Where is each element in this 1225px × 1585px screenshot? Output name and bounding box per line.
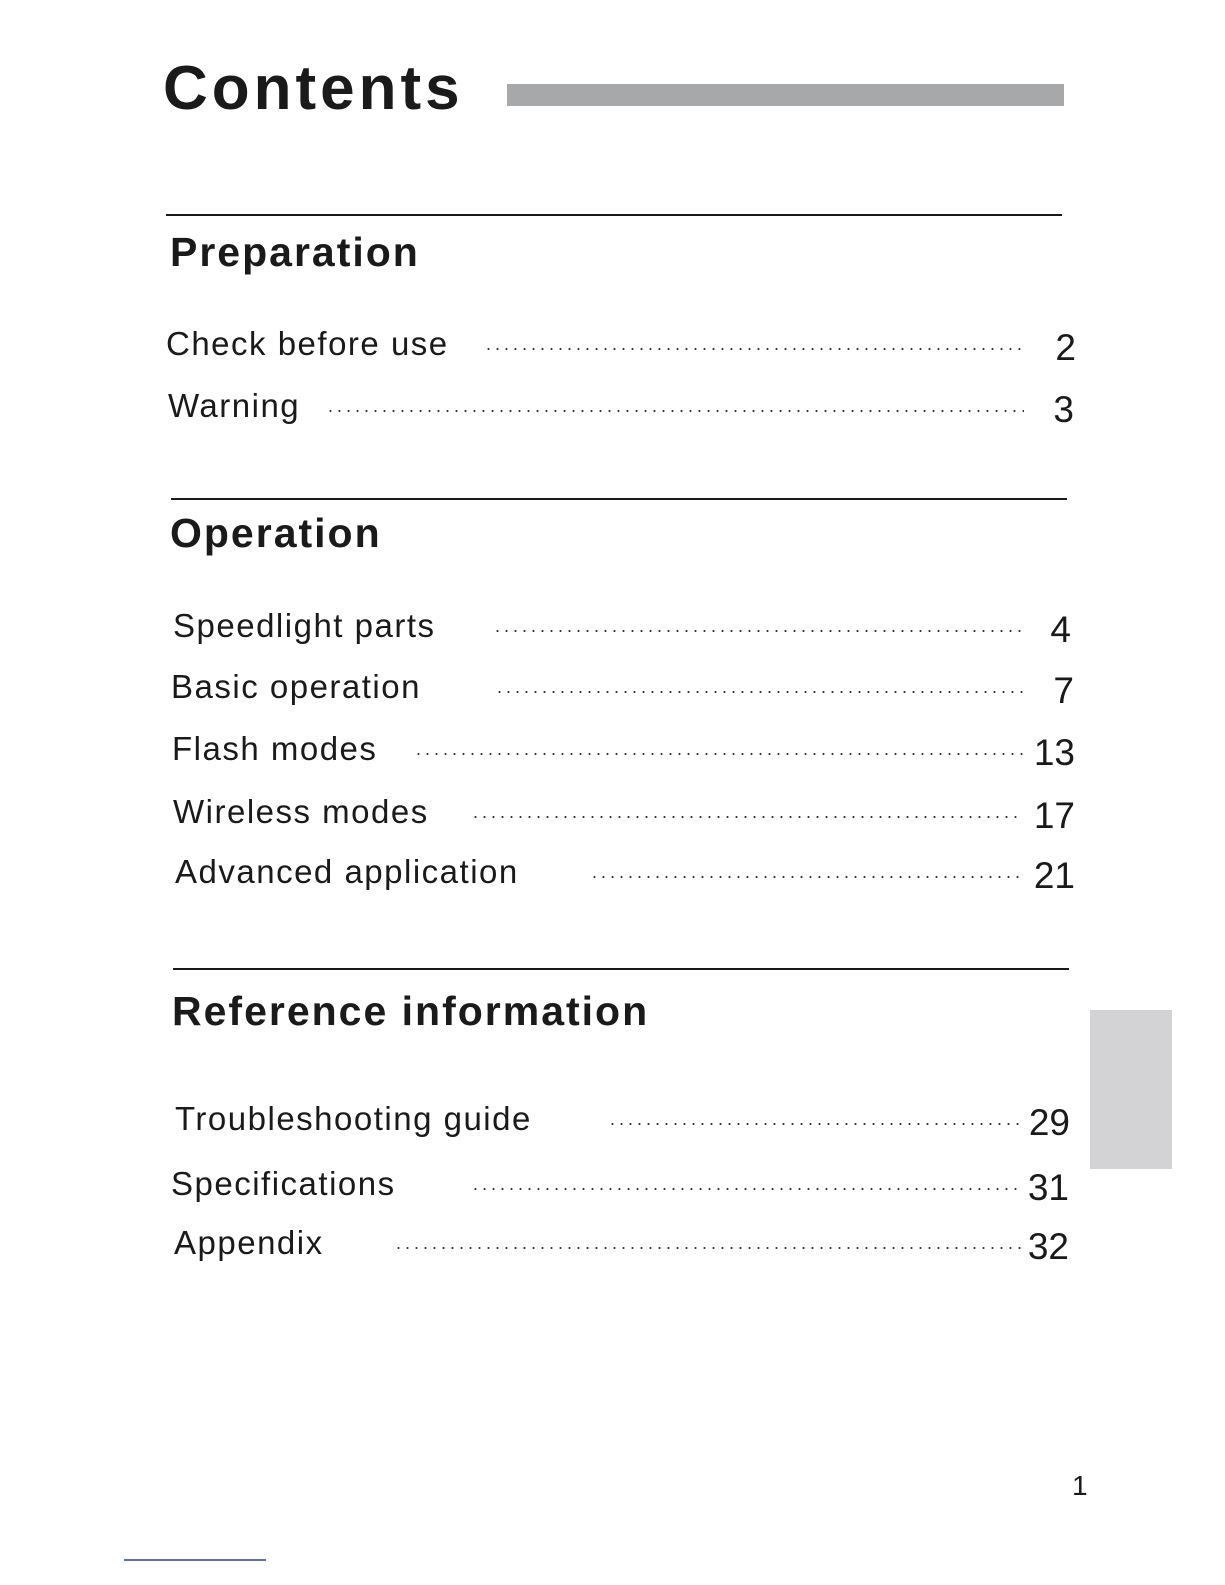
toc-entry-check-before-use[interactable]: [166, 322, 1076, 366]
toc-entry-page: 17: [1033, 795, 1075, 836]
toc-entry-troubleshooting-guide[interactable]: [175, 1097, 1070, 1141]
section-title-operation: Operation: [170, 510, 382, 556]
toc-entry-label: Wireless modes: [173, 793, 429, 830]
toc-entry-label: Warning: [168, 387, 301, 424]
toc-entry-label: Check before use: [166, 325, 449, 362]
toc-entry-page: 3: [1053, 389, 1074, 430]
toc-entry-page: 21: [1033, 855, 1075, 896]
toc-entry-label: Appendix: [174, 1224, 324, 1261]
toc-entry-page: 29: [1028, 1102, 1070, 1143]
toc-entry-specifications[interactable]: [171, 1162, 1069, 1206]
toc-entry-page: 7: [1053, 670, 1074, 711]
section-title-reference-information: Reference information: [172, 988, 650, 1034]
toc-entry-label: Speedlight parts: [173, 607, 436, 644]
section-title-preparation: Preparation: [170, 229, 420, 275]
toc-entry-basic-operation[interactable]: [171, 665, 1074, 709]
toc-entry-label: Advanced application: [175, 853, 519, 890]
toc-dot-leader: [484, 348, 1024, 350]
page-title: Contents: [163, 54, 464, 123]
toc-entry-label: Flash modes: [172, 730, 378, 767]
toc-entry-page: 32: [1027, 1226, 1069, 1267]
toc-entry-page: 2: [1055, 327, 1076, 368]
section-divider-preparation: [166, 214, 1062, 216]
page-number: 1: [1072, 1470, 1088, 1501]
toc-dot-leader: [394, 1247, 1022, 1249]
toc-entry-label: Specifications: [171, 1165, 396, 1202]
toc-entry-flash-modes[interactable]: [172, 727, 1075, 771]
title-decoration-bar: [507, 84, 1064, 106]
section-divider-operation: [171, 498, 1067, 500]
toc-entry-wireless-modes[interactable]: [173, 790, 1075, 834]
toc-dot-leader: [414, 753, 1024, 755]
toc-dot-leader: [608, 1123, 1020, 1125]
toc-dot-leader: [493, 630, 1021, 632]
side-thumb-tab: [1090, 1010, 1172, 1169]
section-divider-reference-information: [173, 968, 1069, 970]
toc-dot-leader: [471, 816, 1023, 818]
toc-entry-speedlight-parts[interactable]: [173, 604, 1071, 648]
toc-dot-leader: [471, 1188, 1021, 1190]
toc-entry-page: 31: [1027, 1167, 1069, 1208]
toc-dot-leader: [495, 691, 1023, 693]
toc-entry-label: Troubleshooting guide: [175, 1100, 532, 1137]
toc-entry-appendix[interactable]: [174, 1221, 1069, 1265]
toc-dot-leader: [326, 410, 1024, 412]
toc-entry-warning[interactable]: [168, 384, 1076, 428]
bottom-edge-line: [124, 1559, 266, 1561]
toc-entry-page: 4: [1050, 609, 1071, 650]
toc-entry-label: Basic operation: [171, 668, 421, 705]
toc-entry-advanced-application[interactable]: [175, 850, 1075, 894]
toc-entry-page: 13: [1033, 732, 1075, 773]
toc-dot-leader: [590, 876, 1024, 878]
